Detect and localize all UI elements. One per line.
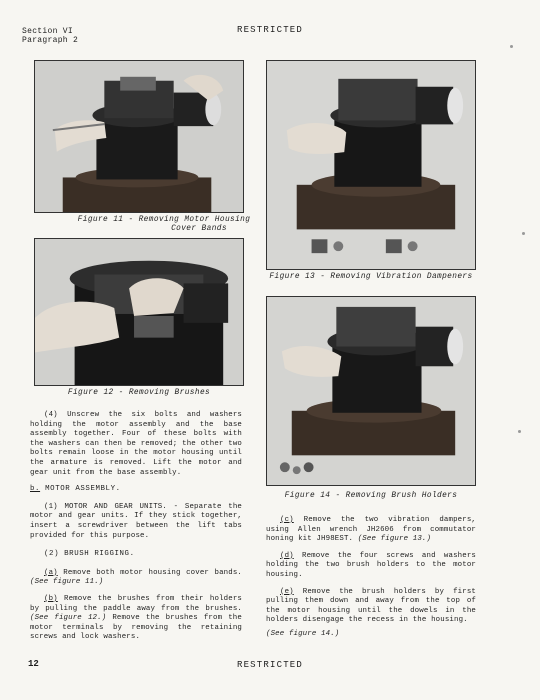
para-a (30, 569, 242, 588)
para-a-ref: (See figure 11.) (30, 578, 104, 587)
brush-rigging-heading: (2) BRUSH RIGGING. (44, 550, 135, 559)
figure-11-caption-line2: Cover Bands (171, 225, 227, 233)
para-b-ref: (See figure 12.) (30, 614, 107, 623)
paragraph-label: Paragraph 2 (22, 36, 79, 45)
para-c-label: (c) (280, 516, 294, 524)
para-b (30, 595, 242, 643)
para-a-label: (a) (44, 568, 58, 577)
header-classification: RESTRICTED (236, 25, 303, 35)
para-e (266, 588, 476, 626)
para-4 (30, 411, 242, 478)
para-c-ref: (See figure 13.) (357, 535, 432, 544)
figure-11-caption (34, 216, 294, 234)
para-d-text: Remove the four screws and washers holding the two brush holders to the motor housing. (266, 551, 476, 579)
section-b-label: b. (30, 485, 41, 494)
figure-13-caption: Figure 13 - Removing Vibration Dampeners (269, 273, 473, 281)
para-1 (30, 503, 242, 541)
para-e-ref: (See figure 14.) (266, 629, 340, 638)
para-1-label: (1) (44, 502, 58, 511)
figure-11-caption-line1: Figure 11 - Removing Motor Housing (77, 216, 251, 224)
para-1-text: MOTOR AND GEAR UNITS. - Separate the motor and gear units. If they stick together, insert a screwdriver between the lift tabs provided for this purpose. (30, 502, 242, 540)
scan-speck (518, 430, 521, 433)
figure-13-photo (266, 60, 476, 270)
para-b-text-2: Remove the brushes from the motor terminals by removing the retaining screws and lock washers. (30, 614, 242, 642)
figure-11-photo (34, 60, 244, 213)
section-b-title: MOTOR ASSEMBLY. (45, 485, 121, 494)
para-d (266, 552, 476, 581)
scan-speck (522, 232, 525, 235)
page-number: 12 (28, 659, 39, 669)
para-c (266, 516, 476, 545)
footer-classification: RESTRICTED (236, 660, 303, 670)
para-4-label: (4) (44, 411, 58, 419)
figure-12-photo (34, 238, 244, 386)
figure-14-photo (266, 296, 476, 486)
para-e-text: Remove the brush holders by first pulling them down and away from the top of the motor housing until the dowels in the holders disengage the recess in the housing. (266, 587, 476, 625)
para-e-reference (266, 630, 476, 640)
right-column-text (266, 516, 476, 640)
figure-14-caption: Figure 14 - Removing Brush Holders (284, 492, 458, 500)
para-b-text-1: Remove the brushes from their holders by pulling the paddle away from the brushes. (30, 594, 242, 613)
para-c-text: Remove the two vibration dampers, using Allen wrench JH2606 from commutator honing kit JH98EST. (266, 516, 476, 544)
figure-12-caption: Figure 12 - Removing Brushes (67, 389, 211, 397)
section-b-heading (30, 485, 242, 495)
left-column-text (30, 411, 242, 643)
section-label: Section VI (22, 27, 74, 36)
para-a-text: Remove both motor housing cover bands. (63, 568, 243, 577)
para-b-label: (b) (44, 594, 58, 603)
para-e-label: (e) (280, 587, 294, 596)
para-d-label: (d) (280, 551, 294, 560)
para-4-text: Unscrew the six bolts and washers holding the motor assembly and the base assembly together. Four of these bolts with the washers can then be removed; the other two bolts remain loose in the motor housing until the armature is removed. Lift the motor and gear unit from the base assembly. (30, 411, 242, 477)
scan-speck (510, 45, 513, 48)
